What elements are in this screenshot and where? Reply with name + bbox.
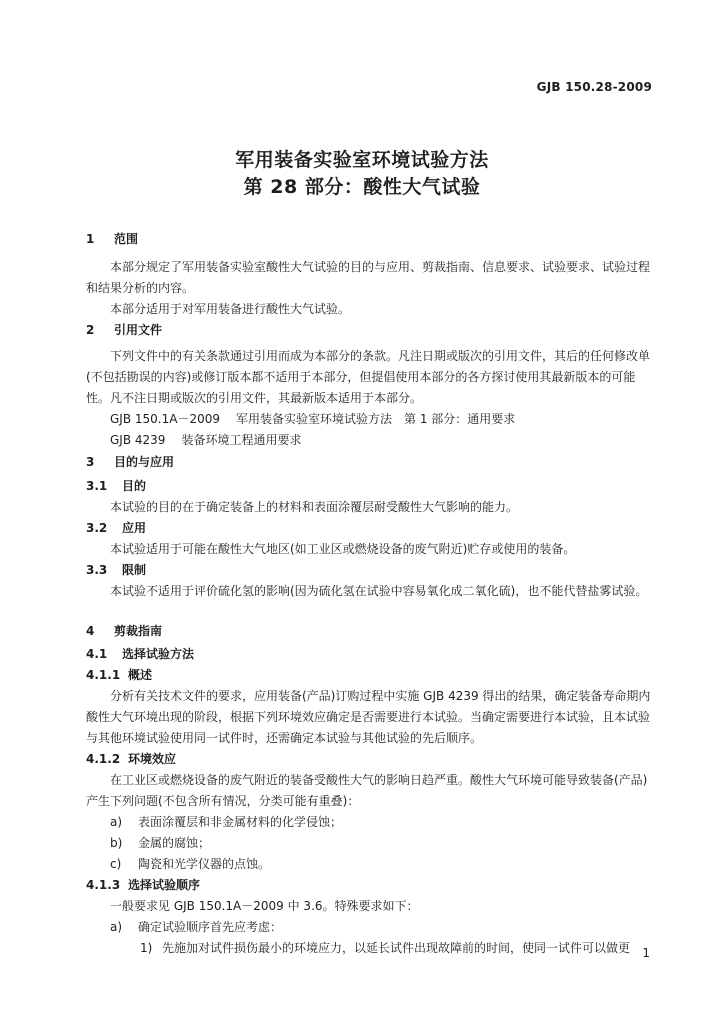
section-heading: 3 目的与应用 xyxy=(86,455,175,469)
page-number: 1 xyxy=(642,946,650,960)
section-1 xyxy=(86,229,658,250)
subsection-heading: 4.1.2 环境效应 xyxy=(86,752,177,766)
paragraph: 在工业区或燃烧设备的废气附近的装备受酸性大气的影响日趋严重。酸性大气环境可能导致装备(产品)产生下列问题(不包含所有情况，分类可能有重叠)： xyxy=(86,773,648,808)
paragraph: 本试验适用于可能在酸性大气地区(如工业区或燃烧设备的废气附近)贮存或使用的装备。 xyxy=(110,542,576,556)
list-item: a) 确定试验顺序首先应考虑： xyxy=(110,920,283,934)
paragraph: 本部分适用于对军用装备进行酸性大气试验。 xyxy=(110,302,351,316)
paragraph: 本部分规定了军用装备实验室酸性大气试验的目的与应用、剪裁指南、信息要求、试验要求、试验过程和结果分析的内容。 xyxy=(86,260,651,295)
section-heading: 4 剪裁指南 xyxy=(86,624,163,638)
list-item: b) 金属的腐蚀； xyxy=(110,836,211,850)
reference-item: GJB 150.1A－2009 军用装备实验室环境试验方法 第 1 部分：通用要求 xyxy=(110,412,516,426)
subsection-heading: 4.1.1 概述 xyxy=(86,668,153,682)
paragraph: 本试验的目的在于确定装备上的材料和表面涂覆层耐受酸性大气影响的能力。 xyxy=(110,500,519,514)
subsection-heading: 3.3 限制 xyxy=(86,563,147,577)
list-subitem: 1) 先施加对试件损伤最小的环境应力，以延长试件出现故障前的时间，使同一试件可以做更 xyxy=(140,941,631,955)
section-4-body xyxy=(86,644,658,959)
list-item: c) 陶瓷和光学仪器的点蚀。 xyxy=(110,857,271,871)
subsection-heading: 4.1 选择试验方法 xyxy=(86,647,195,661)
paragraph: 一般要求见 GJB 150.1A－2009 中 3.6。特殊要求如下： xyxy=(110,899,419,913)
subsection-heading: 4.1.3 选择试验顺序 xyxy=(86,878,201,892)
section-heading: 2 引用文件 xyxy=(86,323,163,337)
subsection-heading: 3.2 应用 xyxy=(86,521,147,535)
paragraph: 下列文件中的有关条款通过引用而成为本部分的条款。凡注日期或版次的引用文件，其后的任何修改单(不包括勘误的内容)或修订版本都不适用于本部分，但提倡使用本部分的各方探讨使用其最新版本的可能性。凡不注日期或版次的引用文件，其最新版本适用于本部分。 xyxy=(86,349,651,405)
section-3 xyxy=(86,452,658,473)
document-subtitle: 第 28 部分：酸性大气试验 xyxy=(243,176,481,198)
subsection-heading: 3.1 目的 xyxy=(86,479,147,493)
paragraph: 分析有关技术文件的要求，应用装备(产品)订购过程中实施 GJB 4239 得出的结果，确定装备寿命期内酸性大气环境出现的阶段，根据下列环境效应确定是否需要进行本试验。当确定需要进行本试验，且本试验与其他环境试验使用同一试件时，还需确定本试验与其他试验的先后顺序。 xyxy=(86,689,651,745)
list-item: a) 表面涂覆层和非金属材料的化学侵蚀； xyxy=(110,815,343,829)
document-title: 军用装备实验室环境试验方法 xyxy=(235,149,489,171)
paragraph: 本试验不适用于评价硫化氢的影响(因为硫化氢在试验中容易氧化成二氧化硫)，也不能代替盐雾试验。 xyxy=(110,584,648,598)
section-4 xyxy=(86,621,658,642)
section-1-body xyxy=(86,257,658,320)
section-2-body xyxy=(86,346,658,451)
section-heading: 1 范围 xyxy=(86,232,139,246)
section-3-body xyxy=(86,476,658,602)
section-2 xyxy=(86,320,658,341)
reference-item: GJB 4239 装备环境工程通用要求 xyxy=(110,433,302,447)
standard-code: GJB 150.28-2009 xyxy=(536,80,652,94)
